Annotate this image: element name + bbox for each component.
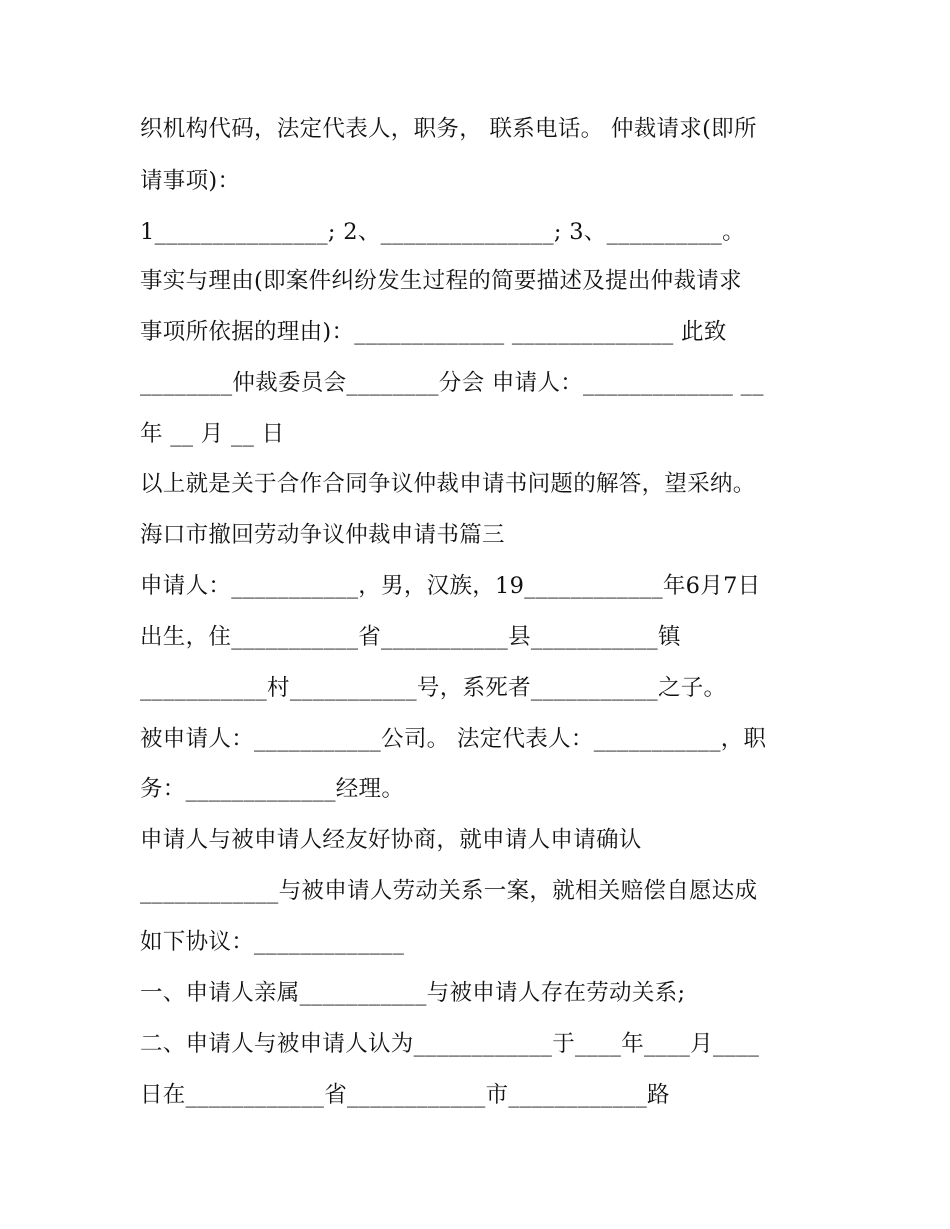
text-line-19: 二、申请人与被申请人认为____________于____年____月____ [140, 1031, 760, 1057]
text-line-20: 日在____________省____________市____________路 [140, 1082, 670, 1108]
text-line-6: ________仲裁委员会________分会 申请人：_____________ __ [140, 370, 764, 396]
text-line-17: 如下协议：_____________ [140, 929, 405, 955]
text-line-14: 务：_____________经理。 [140, 776, 405, 802]
section-heading: 海口市撤回劳动争议仲裁申请书篇三 [140, 522, 505, 548]
text-line-1: 织机构代码，法定代表人，职务， 联系电话。 仲裁请求(即所 [140, 116, 757, 142]
text-line-18: 一、申请人亲属___________与被申请人存在劳动关系; [140, 980, 686, 1006]
text-line-3: 1_______________; 2、_______________; 3、__________。 [140, 219, 745, 245]
text-line-15: 申请人与被申请人经友好协商，就申请人申请确认 [140, 827, 642, 853]
text-line-5: 事项所依据的理由)：_____________ ______________ 此致 [140, 319, 727, 345]
text-line-12: ___________村___________号，系死者___________之子。 [140, 675, 727, 701]
text-line-16: ____________与被申请人劳动关系一案，就相关赔偿自愿达成 [140, 878, 758, 904]
text-line-13: 被申请人：___________公司。 法定代表人：___________，职 [140, 726, 767, 752]
text-line-8: 以上就是关于合作合同争议仲裁申请书问题的解答，望采纳。 [140, 471, 756, 497]
text-line-11: 出生，住___________省___________县___________镇 [140, 624, 681, 650]
text-line-7: 年 __ 月 __ 日 [140, 421, 285, 447]
text-line-4: 事实与理由(即案件纠纷发生过程的简要描述及提出仲裁请求 [140, 268, 742, 294]
text-line-10: 申请人：___________，男，汉族，19____________年6月7日 [140, 573, 761, 599]
text-line-2: 请事项)： [140, 168, 241, 194]
